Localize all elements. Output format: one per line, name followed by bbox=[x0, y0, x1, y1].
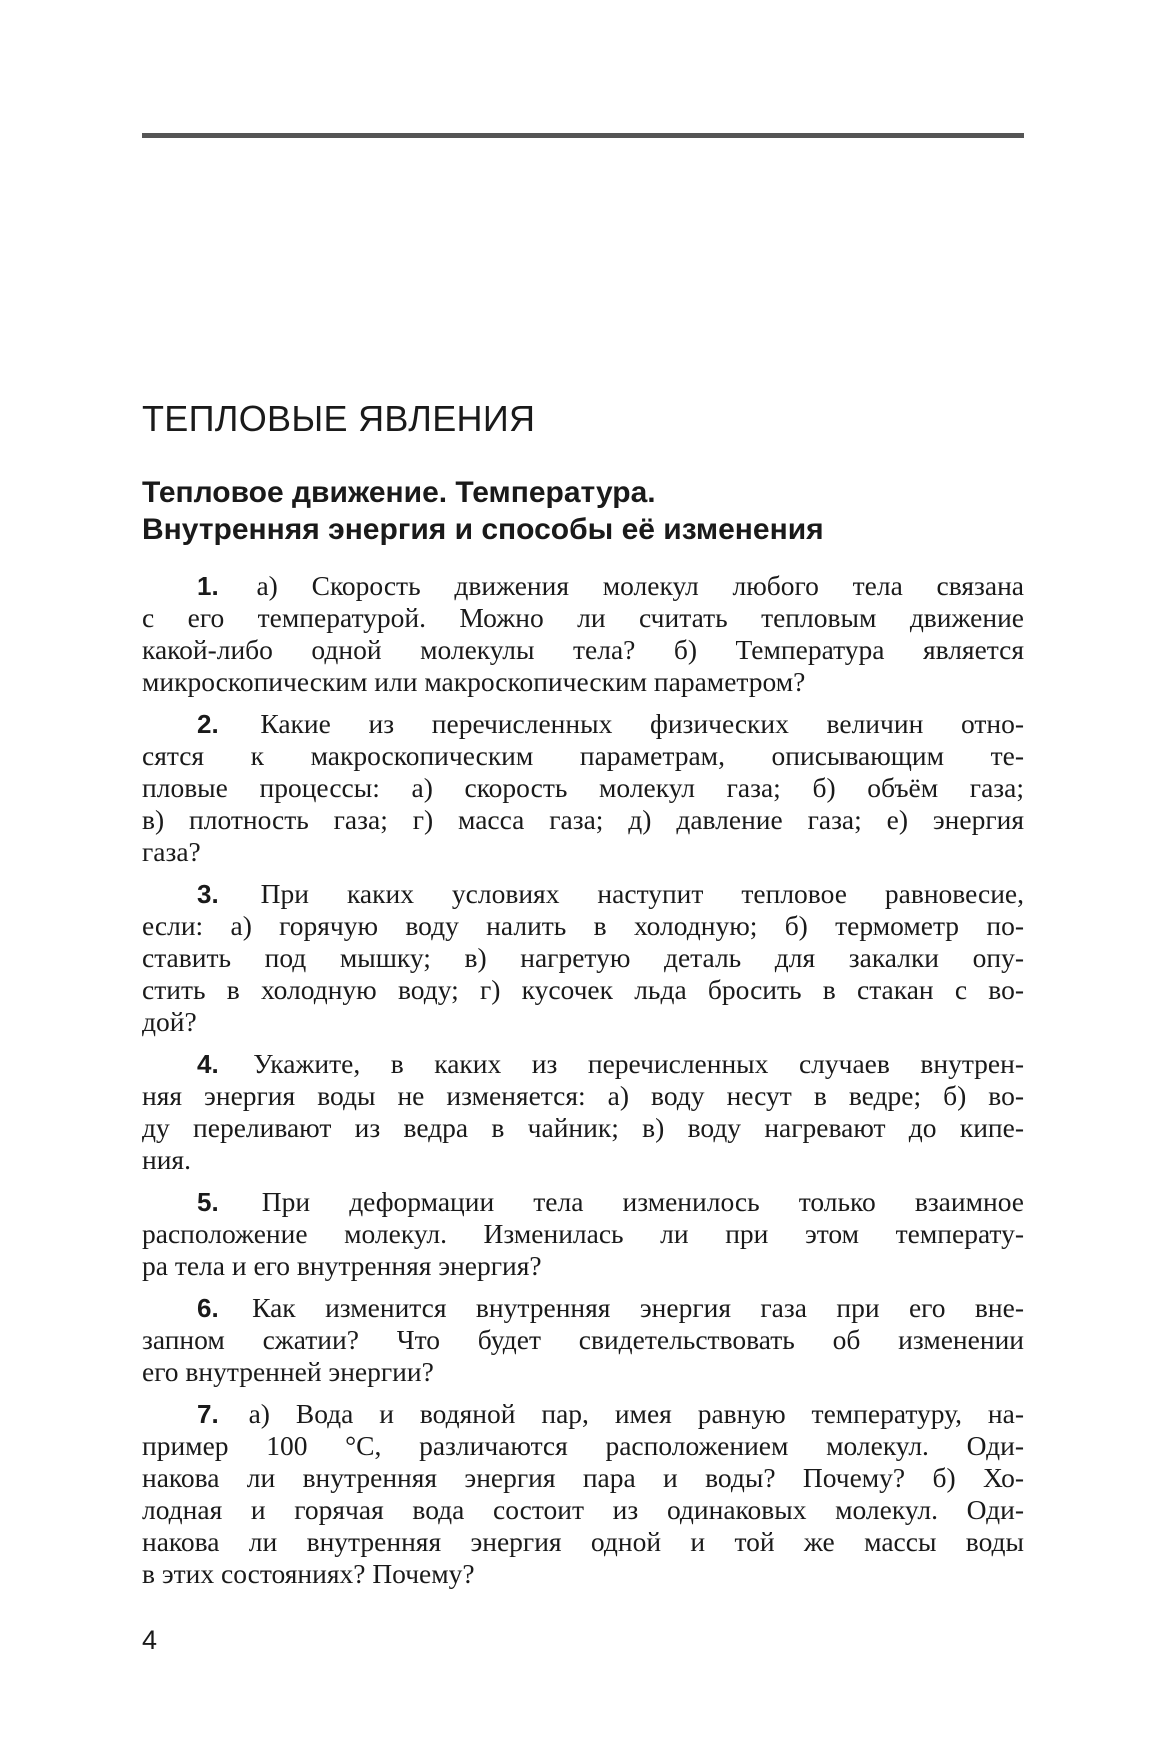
problem-line: 5. При деформации тела изменилось только взаимное bbox=[197, 1186, 1025, 1217]
problem-line: 1. а) Скорость движения молекул любого тела связана bbox=[197, 570, 1025, 601]
problem-line: 7. а) Вода и водяной пар, имея равную температуру, на- bbox=[197, 1398, 1024, 1429]
problem-line: 4. Укажите, в каких из перечисленных случаев внутрен- bbox=[197, 1048, 1025, 1079]
problem-line: ра тела и его внутренняя энергия? bbox=[142, 1250, 542, 1281]
problem-line: 3. При каких условиях наступит тепловое равновесие, bbox=[197, 878, 1024, 909]
problem-line: какой-либо одной молекулы тела? б) Температура является bbox=[142, 634, 1024, 665]
problem-number: 2. bbox=[197, 709, 219, 739]
problem-number: 4. bbox=[197, 1049, 219, 1079]
problem-line: пример 100 °С, различаются расположением молекул. Оди- bbox=[142, 1430, 1024, 1461]
problem-list bbox=[142, 570, 1024, 1600]
problem-line: 6. Как изменится внутренняя энергия газа при его вне- bbox=[197, 1292, 1025, 1323]
problem-number: 6. bbox=[197, 1293, 219, 1323]
problem-line: микроскопическим или макроскопическим параметром? bbox=[142, 666, 806, 697]
problem-number: 7. bbox=[197, 1399, 219, 1429]
topic-title-line: Внутренняя энергия и способы её изменения bbox=[142, 513, 824, 546]
problem-line: его внутренней энергии? bbox=[142, 1356, 434, 1387]
section-title: ТЕПЛОВЫЕ ЯВЛЕНИЯ bbox=[142, 398, 536, 439]
top-rule bbox=[142, 133, 1024, 138]
problem-line: накова ли внутренняя энергия одной и той же массы воды bbox=[142, 1526, 1024, 1557]
problem-3 bbox=[142, 878, 1024, 1038]
problem-4 bbox=[142, 1048, 1024, 1176]
problem-line: ставить под мышку; в) нагретую деталь для закалки опу- bbox=[142, 942, 1024, 973]
problem-line: накова ли внутренняя энергия пара и воды? Почему? б) Хо- bbox=[142, 1462, 1024, 1493]
problem-5 bbox=[142, 1186, 1024, 1282]
problem-line: газа? bbox=[142, 836, 201, 867]
problem-line: 2. Какие из перечисленных физических величин отно- bbox=[197, 708, 1025, 739]
problem-number: 5. bbox=[197, 1187, 219, 1217]
problem-7 bbox=[142, 1398, 1024, 1590]
problem-line: в этих состояниях? Почему? bbox=[142, 1558, 475, 1589]
problem-6 bbox=[142, 1292, 1024, 1388]
problem-line: с его температурой. Можно ли считать тепловым движение bbox=[142, 602, 1024, 633]
problem-line: ния. bbox=[142, 1144, 191, 1175]
problem-line: ду переливают из ведра в чайник; в) воду нагревают до кипе- bbox=[142, 1112, 1024, 1143]
problem-line: расположение молекул. Изменилась ли при этом температу- bbox=[142, 1218, 1024, 1249]
problem-line: в) плотность газа; г) масса газа; д) давление газа; е) энергия bbox=[142, 804, 1024, 835]
problem-line: няя энергия воды не изменяется: а) воду несут в ведре; б) во- bbox=[142, 1080, 1024, 1111]
problem-line: если: а) горячую воду налить в холодную; б) термометр по- bbox=[142, 910, 1024, 941]
problem-line: запном сжатии? Что будет свидетельствовать об изменении bbox=[142, 1324, 1024, 1355]
problem-line: лодная и горячая вода состоит из одинаковых молекул. Оди- bbox=[142, 1494, 1024, 1525]
topic-title-line: Тепловое движение. Температура. bbox=[142, 476, 656, 509]
problem-2 bbox=[142, 708, 1024, 868]
problem-line: пловые процессы: а) скорость молекул газа; б) объём газа; bbox=[142, 772, 1024, 803]
problem-number: 3. bbox=[197, 879, 219, 909]
topic-title bbox=[142, 474, 1032, 548]
problem-line: дой? bbox=[142, 1006, 197, 1037]
problem-1 bbox=[142, 570, 1024, 698]
problem-line: сятся к макроскопическим параметрам, описывающим те- bbox=[142, 740, 1024, 771]
problem-number: 1. bbox=[197, 571, 219, 601]
page-number: 4 bbox=[142, 1625, 158, 1655]
problem-line: стить в холодную воду; г) кусочек льда бросить в стакан с во- bbox=[142, 974, 1024, 1005]
